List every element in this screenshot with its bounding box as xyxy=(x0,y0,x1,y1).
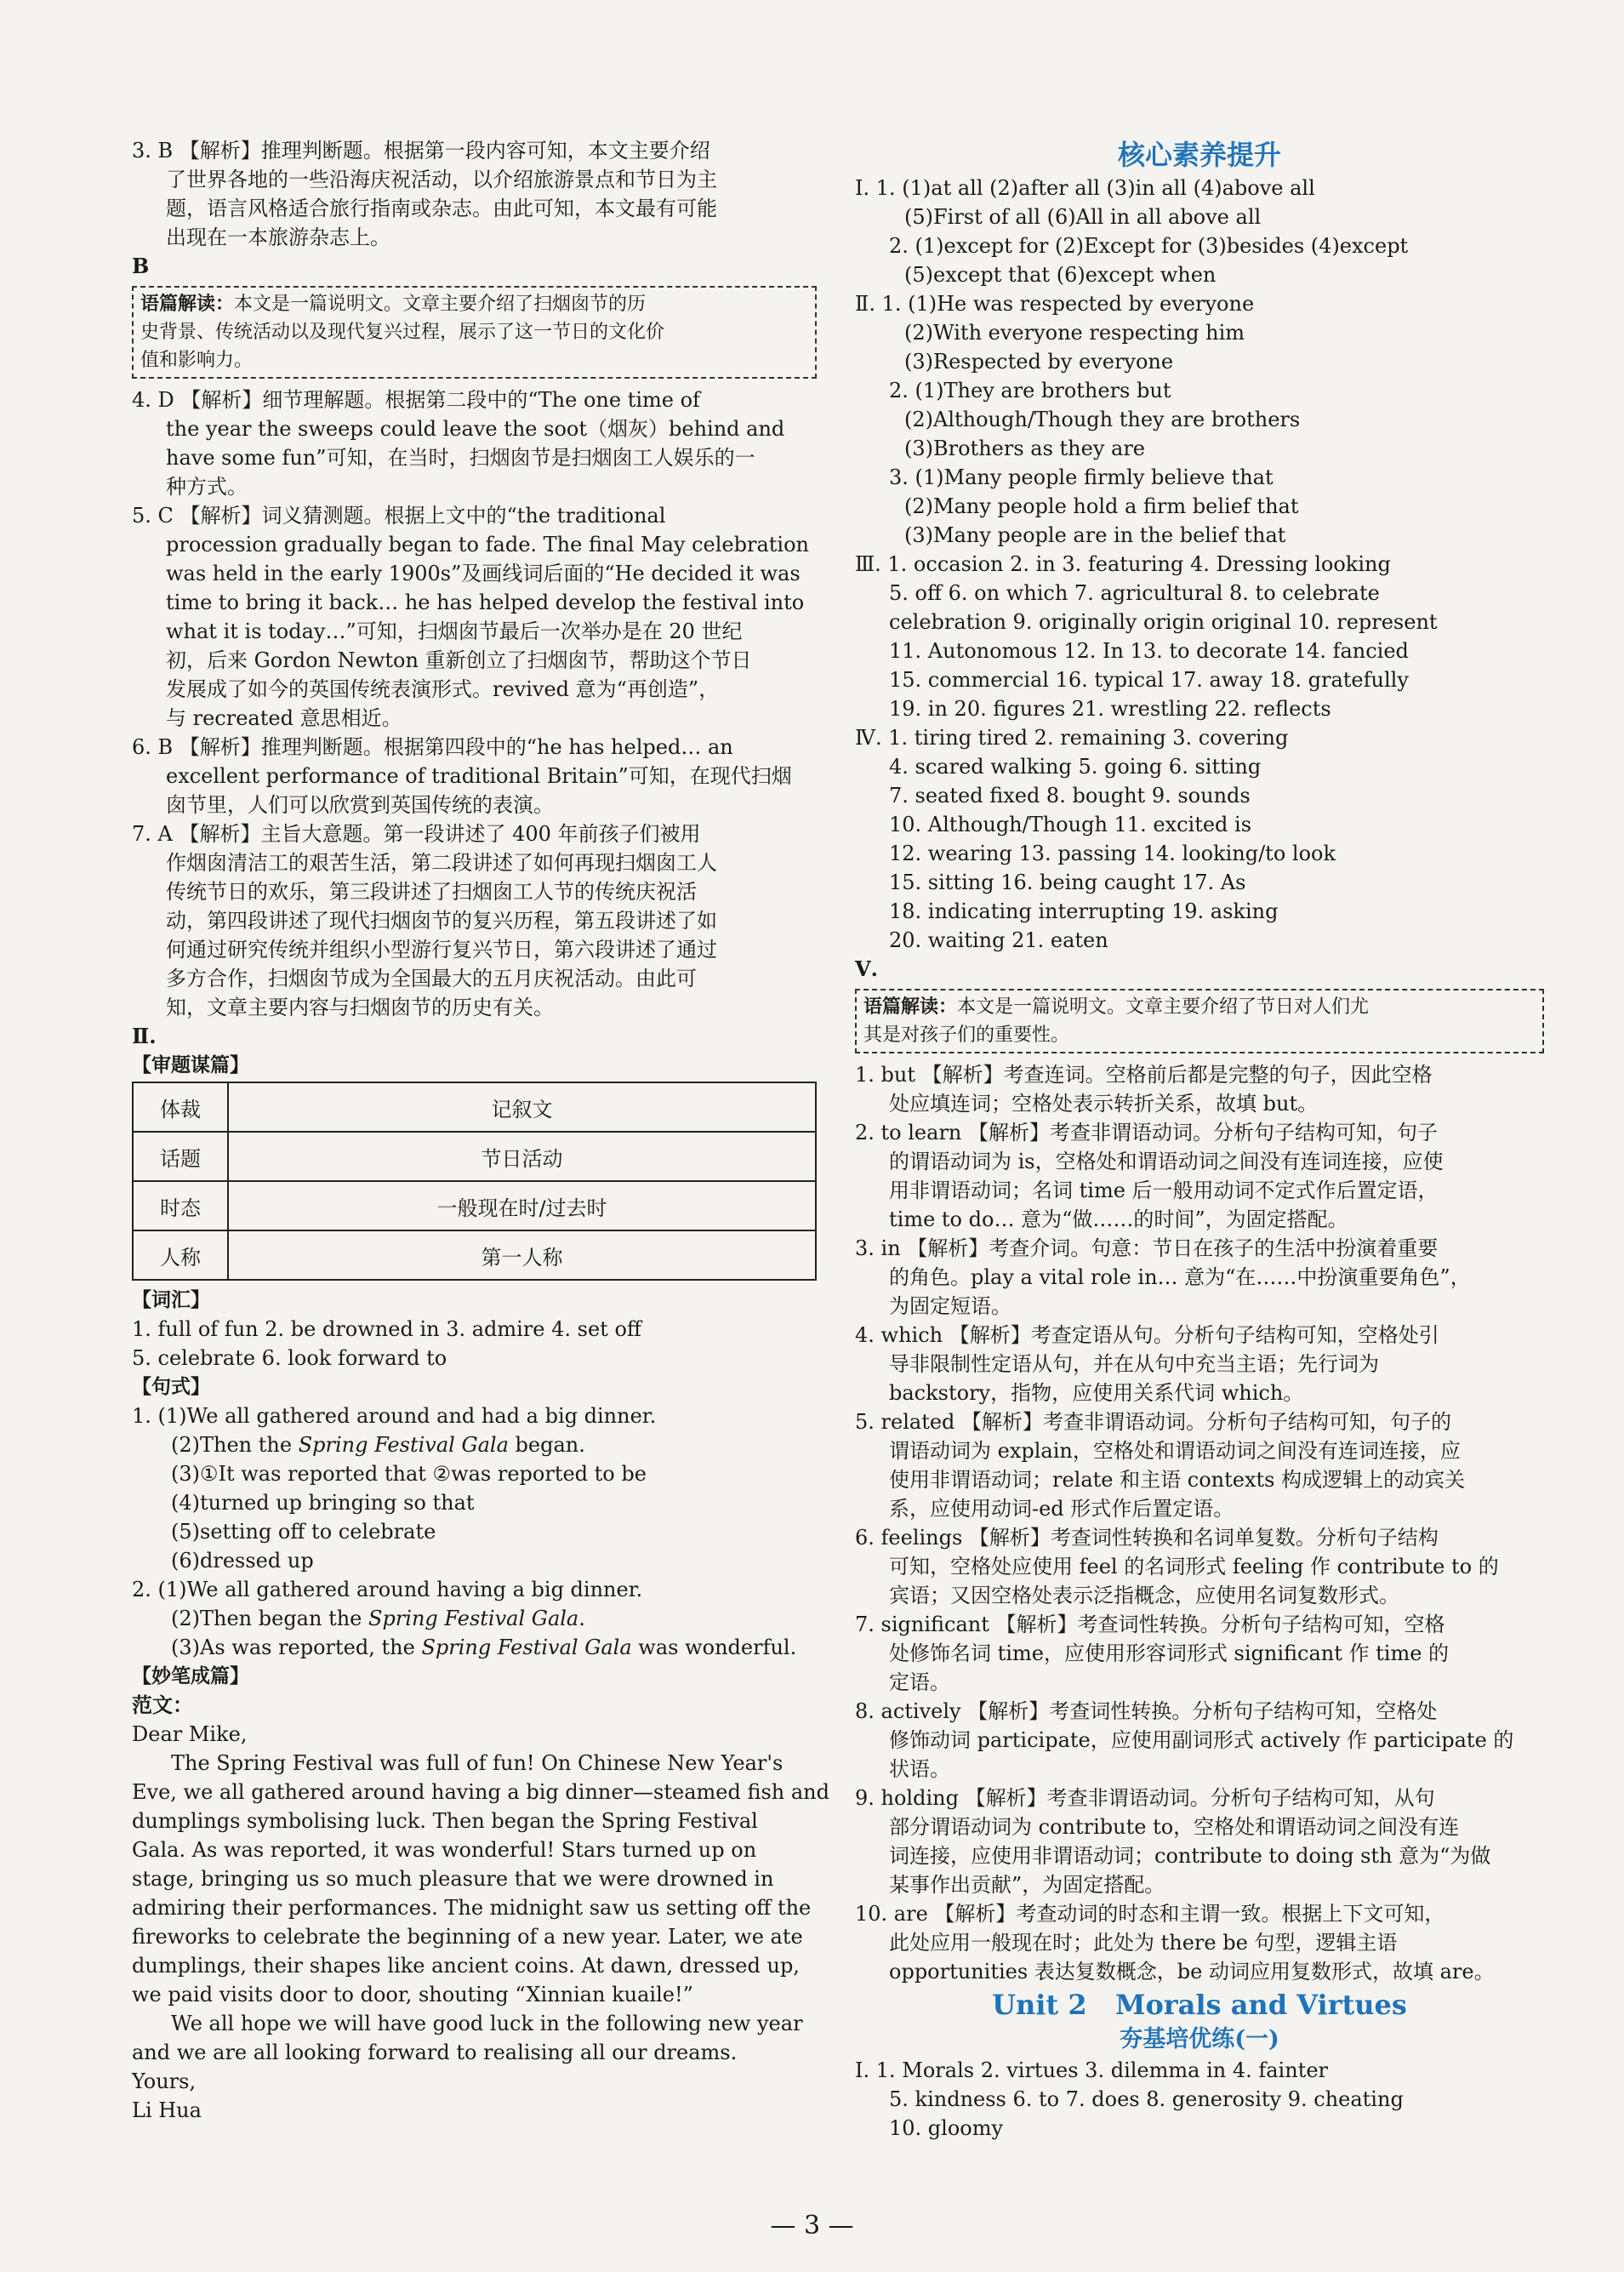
part-v-label: Ⅴ. xyxy=(855,956,878,981)
answer-3: 3. in 【解析】考查介词。句意：节日在孩子的生活中扮演着重要 的角色。play a vital role in… 意为“在……中扮演重要角色”， 为固定短语。 xyxy=(855,1236,1471,1318)
answer-7: 7. significant 【解析】考查词性转换。分析句子结构可知，空格 处修饰名词 time，应使用形容词形式 significant 作 time 的 定语。 xyxy=(855,1613,1450,1694)
sentence-heading: 【句式】 xyxy=(132,1376,210,1398)
part-i-answers: Ⅰ. 1. (1)at all (2)after all (3)in all (4)above all (5)First of all (6)All in all above all 2. (1)except for (2)Except for (3)besides (4)except (5)except that (6)except when xyxy=(855,176,1409,287)
part-iii-answers: Ⅲ. 1. occasion 2. in 3. featuring 4. Dressing looking 5. off 6. on which 7. agricultural 8. to celebrate celebration 9. originally origin original 10. represent 11. Autonomous 12. In 13. to decorate 14. fancied 15. commercial 16. typical 17. away 18. gratefully 19. in 20. figures 21. wrestling 22. reflects xyxy=(855,552,1438,721)
part-ii-answers: Ⅱ. 1. (1)He was respected by everyone (2)With everyone respecting him (3)Respected by everyone 2. (1)They are brothers but (2)Although/Though they are brothers (3)Brothers as they are 3. (1)Many people firmly believe that (2)Many people hold a firm belief that (3)Many people are in the belief that xyxy=(855,292,1301,547)
unit-title: Unit 2 Morals and Virtues xyxy=(992,1989,1407,2021)
section-title: 核心素养提升 xyxy=(1117,139,1281,171)
q3-explanation: 3. B 【解析】推理判断题。根据第一段内容可知，本文主要介绍 了世界各地的一些沿海庆祝活动，以介绍旅游景点和节日为主 题，语言风格适合旅行指南或杂志。由此可知，本文最有可能 出现在一本旅游杂志上。 xyxy=(132,139,717,249)
page-number: — 3 — xyxy=(770,2211,854,2241)
answer-9: 9. holding 【解析】考查非谓语动词。分析句子结构可知，从句 部分谓语动词为 contribute to，空格处和谓语动词之间没有连 词连接，应使用非谓语动词；contribute to doing sth 意为“为做 某事作出贡献”，为固定搭配。 xyxy=(855,1786,1491,1897)
vocab-heading: 【词汇】 xyxy=(132,1289,210,1311)
writing-heading: 【妙笔成篇】 xyxy=(132,1665,249,1687)
discourse-box: 语篇解读：本文是一篇说明文。文章主要介绍了扫烟囱节的历 史背景、传统活动以及现代复兴过程，展示了这一节日的文化价 值和影响力。 xyxy=(132,286,817,379)
section-b-label: B xyxy=(132,254,150,278)
table-row: 时态 一般现在时/过去时 xyxy=(133,1181,816,1230)
q7-explanation: 7. A 【解析】主旨大意题。第一段讲述了 400 年前孩子们被用 作烟囱清洁工的艰苦生活，第二段讲述了如何再现扫烟囱工人 传统节日的欢乐，第三段讲述了扫烟囱工人节的传统庆祝活 动，第四段讲述了现代扫烟囱节的复兴历程，第五段讲述了如 何通过研究传统并组织小型游行复兴节日，第六段讲述了通过 多方合作，扫烟囱节成为全国最大的五月庆祝活动。由此可 知，文章主要内容与扫烟囱节的历史有关。 xyxy=(132,822,717,1019)
answer-1: 1. but 【解析】考查连词。空格前后都是完整的句子，因此空格 处应填连词；空格处表示转折关系，故填 but。 xyxy=(855,1063,1433,1116)
section-ii-label: Ⅱ. xyxy=(132,1024,157,1048)
discourse-box: 语篇解读：本文是一篇说明文。文章主要介绍了节日对人们尤 其是对孩子们的重要性。 xyxy=(855,989,1544,1053)
sample-letter: Dear Mike, The Spring Festival was full of fun! On Chinese New Year's Eve, we all gathered around having a big dinner—steamed fish and dumplings symbolising luck. Then began the Spring Festival Gala. As was reported, it was wonderful! Stars turned up on stage, bringing us so much pleasure that we were drowned in admiring their performances. The midnight saw us setting off the fireworks to celebrate the beginning of a new year. Later, we ate dumplings, their shapes like ancient coins. At dawn, dressed up, we paid visits door to door, shouting “Xinnian kuaile!” We all hope we will have good luck in the following new year and we are all looking forward to realising all our dreams. Yours, Li Hua xyxy=(132,1722,829,2122)
shenti-heading: 【审题谋篇】 xyxy=(132,1054,249,1076)
unit2-part-i-answers: Ⅰ. 1. Morals 2. virtues 3. dilemma in 4. fainter 5. kindness 6. to 7. does 8. generosity 9. cheating 10. gloomy xyxy=(855,2058,1404,2140)
table-row: 人称 第一人称 xyxy=(133,1230,816,1280)
left-column: 3. B 【解析】推理判断题。根据第一段内容可知，本文主要介绍 了世界各地的一些沿海庆祝活动，以介绍旅游景点和节日为主 题，语言风格适合旅行指南或杂志。由此可知，本文最有可能 出现在一本旅游杂志上。 B 语篇解读：本文是一篇说明文。文章主要介绍了扫烟囱节的历 史背景、传统活动以及现代复兴过程，展示了这一节日的文化价 值和影响力。 4. D 【解析】细节理解题。根据第二段中的“The one time of the year the sweeps could leave the soot（烟灰）behind and have some fun”可知，在当时，扫烟囱节是扫烟囱工人娱乐的一 种方式。 5. C 【解析】词义猜测题。根据上文中的“the traditional procession gradually began to fade. The final May celebration was held in the early 1900s”及画线词后面的“He decided it was time to bring it back… he has helped develop the festival into what it is today…”可知，扫烟囱节最后一次举办是在 20 世纪 初，后来 Gordon Newton 重新创立了扫烟囱节，帮助这个节日 发展成了如今的英国传统表演形式。revived 意为“再创造”， 与 recreated 意思相近。 6. B 【解析】推理判断题。根据第四段中的“he has helped… an excellent performance of traditional Britain”可知，在现代扫烟 囱节里，人们可以欣赏到英国传统的表演。 7. A 【解析】主旨大意题。第一段讲述了 400 年前孩子们被用 作烟囱清洁工的艰苦生活，第二段讲述了如何再现扫烟囱工人 传统节日的欢乐，第三段讲述了扫烟囱工人节的传统庆祝活 动，第四段讲述了现代扫烟囱节的复兴历程，第五段讲述了如 何通过研究传统并组织小型游行复兴节日，第六段讲述了通过 多方合作，扫烟囱节成为全国最大的五月庆祝活动。由此可 知，文章主要内容与扫烟囱节的历史有关。 Ⅱ. 【审题谋篇】 体裁 记叙文 话题 节日活动 时态 一般现在时/过去时 人称 第一人称 【词汇】 1. full of fun 2. be drowned in 3. admire 4. set off 5. celebrate 6. look forward to 【句式】 1. (1)We all gathered around and had a big dinner. (2)Then the Spring Festival Gala began. (3)①It was reported that ②was reported to be (4)turned up bringing so that (5)setting off to celebrate (6)dressed up 2. (1)We all gathered around having a big dinner. (2)Then began the Spring Festival Gala. (3)As was reported, the Spring Festival Gala was wonderful. 【妙笔成篇】 范文： Dear Mike, The Spring Festival was full of fun! On Chinese New Year's Eve, we all gathered around having a big dinner—steamed fish and dumplings symbolising luck. Then began the Spring Festival Gala. As was reported, it was wonderful! Stars turned up on stage, bringing us so much pleasure that we were drowned in admiring their performances. The midnight saw us setting off the fireworks to celebrate the beginning of a new year. Later, we ate dumplings, their shapes like ancient coins. At dawn, dressed up, we paid visits door to door, shouting “Xinnian kuaile!” We all hope we will have good luck in the following new year and we are all looking forward to realising all our dreams. Yours, Li Hua xyxy=(132,136,817,2125)
sample-label: 范文： xyxy=(132,1693,193,1717)
writing-plan-table xyxy=(132,1082,817,1281)
q5-explanation: 5. C 【解析】词义猜测题。根据上文中的“the traditional procession gradually began to fade. The final May celebration was held in the early 1900s”及画线词后面的“He decided it was time to bring it back… he has helped develop the festival into what it is today…”可知，扫烟囱节最后一次举办是在 20 世纪 初，后来 Gordon Newton 重新创立了扫烟囱节，帮助这个节日 发展成了如今的英国传统表演形式。revived 意为“再创造”， 与 recreated 意思相近。 xyxy=(132,504,809,730)
unit-subtitle: 夯基培优练(一) xyxy=(1120,2026,1279,2052)
answer-4: 4. which 【解析】考查定语从句。分析句子结构可知，空格处引 导非限制性定语从句，并在从句中充当主语；先行词为 backstory，指物，应使用关系代词 which。 xyxy=(855,1323,1439,1405)
q6-explanation: 6. B 【解析】推理判断题。根据第四段中的“he has helped… an excellent performance of traditional Britain”可知，在现代扫烟 囱节里，人们可以欣赏到英国传统的表演。 xyxy=(132,735,792,817)
vocab-line: 5. celebrate 6. look forward to xyxy=(132,1346,447,1370)
answer-8: 8. actively 【解析】考查词性转换。分析句子结构可知，空格处 修饰动词 participate，应使用副词形式 actively 作 participate 的 状语。 xyxy=(855,1699,1514,1781)
answer-2: 2. to learn 【解析】考查非谓语动词。分析句子结构可知，句子 的谓语动词为 is，空格处和谓语动词之间没有连词连接，应使 用非谓语动词；名词 time 后一般用动词不定式作后置定语， time to do… 意为“做……的时间”，为固定搭配。 xyxy=(855,1121,1444,1231)
answer-6: 6. feelings 【解析】考查词性转换和名词单复数。分析句子结构 可知，空格处应使用 feel 的名词形式 feeling 作 contribute to 的 宾语；又因空格处表示泛指概念，应使用名词复数形式。 xyxy=(855,1526,1499,1607)
table-row: 话题 节日活动 xyxy=(133,1132,816,1181)
part-iv-answers: Ⅳ. 1. tiring tired 2. remaining 3. covering 4. scared walking 5. going 6. sitting 7. seated fixed 8. bought 9. sounds 10. Although/Though 11. excited is 12. wearing 13. passing 14. looking/to look 15. sitting 16. being caught 17. As 18. indicating interrupting 19. asking 20. waiting 21. eaten xyxy=(855,726,1336,952)
answer-5: 5. related 【解析】考查非谓语动词。分析句子结构可知，句子的 谓语动词为 explain，空格处和谓语动词之间没有连词连接，应 使用非谓语动词；relate 和主语 contexts 构成逻辑上的动宾关 系，应使用动词-ed 形式作后置定语。 xyxy=(855,1410,1466,1521)
table-row: 体裁 记叙文 xyxy=(133,1082,816,1132)
vocab-line: 1. full of fun 2. be drowned in 3. admire 4. set off xyxy=(132,1317,641,1341)
answer-10: 10. are 【解析】考查动词的时态和主谓一致。根据上下文可知， 此处应用一般现在时；此处为 there be 句型，逻辑主语 opportunities 表达复数概念，be 动词应用复数形式，故填 are。 xyxy=(855,1902,1495,1984)
q4-explanation: 4. D 【解析】细节理解题。根据第二段中的“The one time of the year the sweeps could leave the soot（烟灰）behind and have some fun”可知，在当时，扫烟囱节是扫烟囱工人娱乐的一 种方式。 xyxy=(132,388,785,499)
right-column xyxy=(855,136,1544,2143)
